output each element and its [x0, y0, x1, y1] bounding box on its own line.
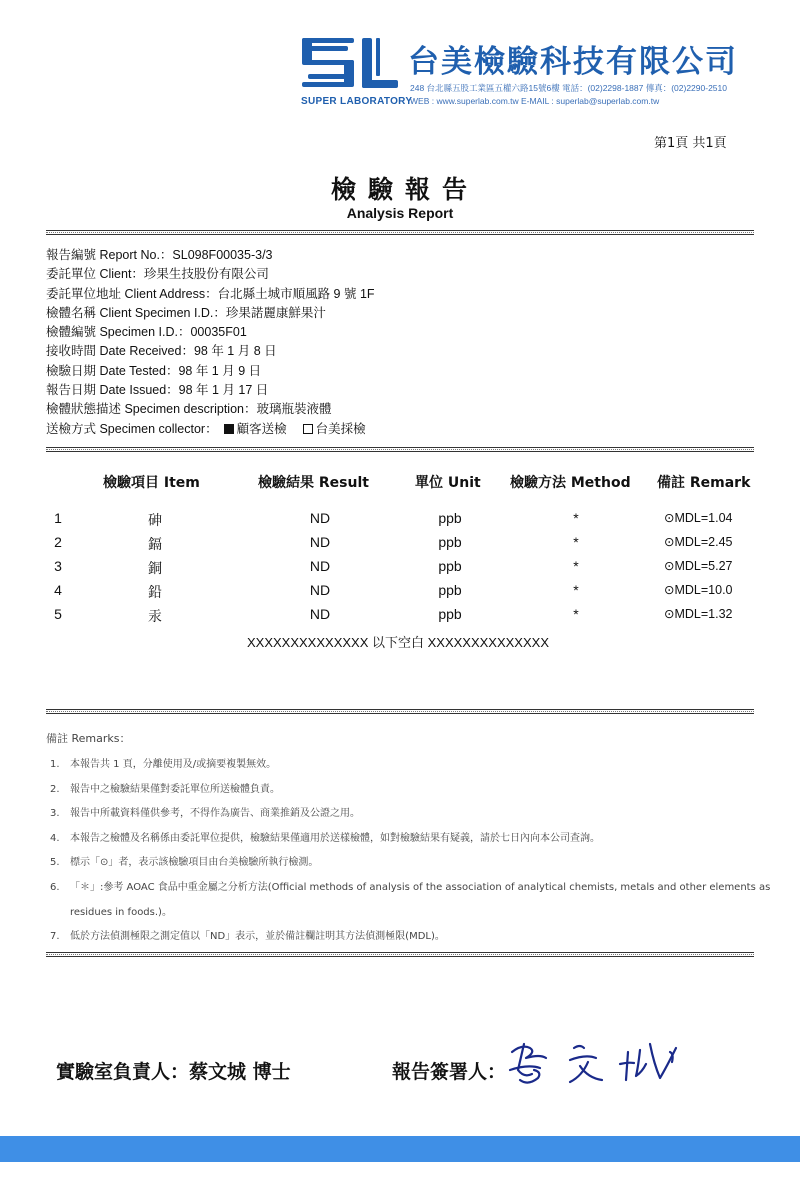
divider — [46, 709, 754, 714]
col-header-item: 檢驗項目 Item — [103, 475, 200, 491]
specimen-description: 檢體狀態描述 Specimen description：玻璃瓶裝液體 — [46, 402, 332, 417]
test-unit: ppb — [438, 606, 462, 622]
test-item: 銅 — [148, 561, 162, 577]
test-result: ND — [309, 510, 331, 526]
client-specimen-id: 檢體名稱 Client Specimen I.D.：珍果諾麗康鮮果汁 — [46, 305, 326, 320]
test-unit: ppb — [438, 510, 462, 526]
col-header-unit: 單位 Unit — [415, 475, 481, 491]
specimen-id: 檢體編號 Specimen I.D.：00035F01 — [46, 325, 247, 340]
test-item: 鎘 — [148, 537, 162, 553]
collector-label: 送檢方式 Specimen collector： — [46, 421, 218, 436]
test-item: 汞 — [148, 609, 162, 625]
remark-item: 3. 報告中所載資料僅供參考，不得作為廣告、商業推銷及公證之用。 — [50, 808, 360, 819]
company-name: 台美檢驗科技有限公司 — [408, 44, 738, 80]
report-title: 檢驗報告 — [330, 175, 479, 204]
test-remark: ⊙MDL=1.04 — [664, 511, 733, 525]
test-result: ND — [309, 582, 331, 598]
date-received: 接收時間 Date Received：98 年 1 月 8 日 — [46, 344, 277, 359]
test-method: * — [573, 510, 579, 526]
test-result: ND — [309, 558, 331, 574]
remark-item: 6. 「＊」:參考 AOAC 食品中重金屬之分析方法(Official methods of analysis of the association of analytical chemists, metals and other elements as — [50, 882, 771, 893]
row-number: 5 — [54, 606, 62, 622]
page-indicator: 第1頁 共1頁 — [654, 136, 727, 151]
test-remark: ⊙MDL=10.0 — [664, 583, 733, 597]
table-row — [0, 510, 800, 534]
test-remark: ⊙MDL=5.27 — [664, 559, 733, 573]
row-number: 3 — [54, 558, 62, 574]
remarks-title: 備註 Remarks： — [46, 732, 131, 745]
table-row — [0, 558, 800, 582]
client: 委託單位 Client：珍果生技股份有限公司 — [46, 267, 269, 282]
remark-item: 5. 標示「⊙」者，表示該檢驗項目由台美檢驗所執行檢測。 — [50, 857, 319, 868]
collector-option-lab: 台美採檢 — [315, 421, 366, 436]
blank-below-note: XXXXXXXXXXXXXX 以下空白 XXXXXXXXXXXXXX — [246, 635, 549, 650]
handwritten-signature — [500, 1022, 700, 1102]
table-row — [0, 582, 800, 606]
date-tested: 檢驗日期 Date Tested：98 年 1 月 9 日 — [46, 363, 262, 378]
test-method: * — [573, 534, 579, 550]
footer-bar — [0, 1136, 800, 1162]
collector-option-customer: 顧客送檢 — [236, 421, 287, 436]
table-row — [0, 534, 800, 558]
company-web: WEB : www.superlab.com.tw E-MAIL : superlab@superlab.com.tw — [410, 96, 660, 106]
test-method: * — [573, 582, 579, 598]
lab-head-signature-line: 實驗室負責人：蔡文城 博士 — [56, 1061, 291, 1083]
row-number: 4 — [54, 582, 62, 598]
table-row — [0, 606, 800, 630]
test-unit: ppb — [438, 534, 462, 550]
row-number: 1 — [54, 510, 62, 526]
remark-item: 7. 低於方法偵測極限之測定值以「ND」表示，並於備註欄註明其方法偵測極限(MDL)。 — [50, 931, 445, 942]
test-method: * — [573, 558, 579, 574]
unchecked-box-icon — [303, 424, 313, 434]
remark-item: 2. 報告中之檢驗結果僅對委託單位所送檢體負責。 — [50, 784, 280, 795]
report-info — [46, 246, 746, 439]
col-header-result: 檢驗結果 Result — [258, 475, 369, 491]
test-result: ND — [309, 534, 331, 550]
test-remark: ⊙MDL=1.32 — [664, 607, 733, 621]
test-item: 砷 — [148, 513, 162, 529]
specimen-collector — [46, 420, 746, 439]
report-signer-label: 報告簽署人： — [392, 1061, 507, 1083]
divider — [46, 230, 754, 235]
row-number: 2 — [54, 534, 62, 550]
test-item: 鉛 — [148, 585, 162, 601]
date-issued: 報告日期 Date Issued：98 年 1 月 17 日 — [46, 383, 269, 398]
col-header-remark: 備註 Remark — [657, 475, 751, 491]
col-header-method: 檢驗方法 Method — [510, 475, 631, 491]
test-method: * — [573, 606, 579, 622]
company-address: 248 台北縣五股工業區五權六路15號6樓 電話：(02)2298-1887 傳真：(02)2290-2510 — [410, 83, 727, 93]
test-unit: ppb — [438, 582, 462, 598]
company-logo — [300, 34, 400, 96]
checked-box-icon — [224, 424, 234, 434]
remark-item: 4. 本報告之檢體及名稱係由委託單位提供，檢驗結果僅適用於送樣檢體，如對檢驗結果有疑義，請於七日內向本公司查詢。 — [50, 833, 600, 844]
remark-item-continued: residues in foods.)。 — [70, 907, 172, 918]
client-address: 委託單位地址 Client Address：台北縣土城市順風路 9 號 1F — [46, 286, 375, 301]
divider — [46, 447, 754, 452]
remark-item: 1. 本報告共 1 頁，分離使用及/或摘要複製無效。 — [50, 759, 277, 770]
logo-caption: SUPER LABORATORY — [301, 96, 413, 107]
test-result: ND — [309, 606, 331, 622]
test-unit: ppb — [438, 558, 462, 574]
report-number: 報告編號 Report No.：SL098F00035-3/3 — [46, 248, 273, 262]
report-title-en: Analysis Report — [346, 205, 454, 221]
divider — [46, 952, 754, 957]
test-remark: ⊙MDL=2.45 — [664, 535, 733, 549]
